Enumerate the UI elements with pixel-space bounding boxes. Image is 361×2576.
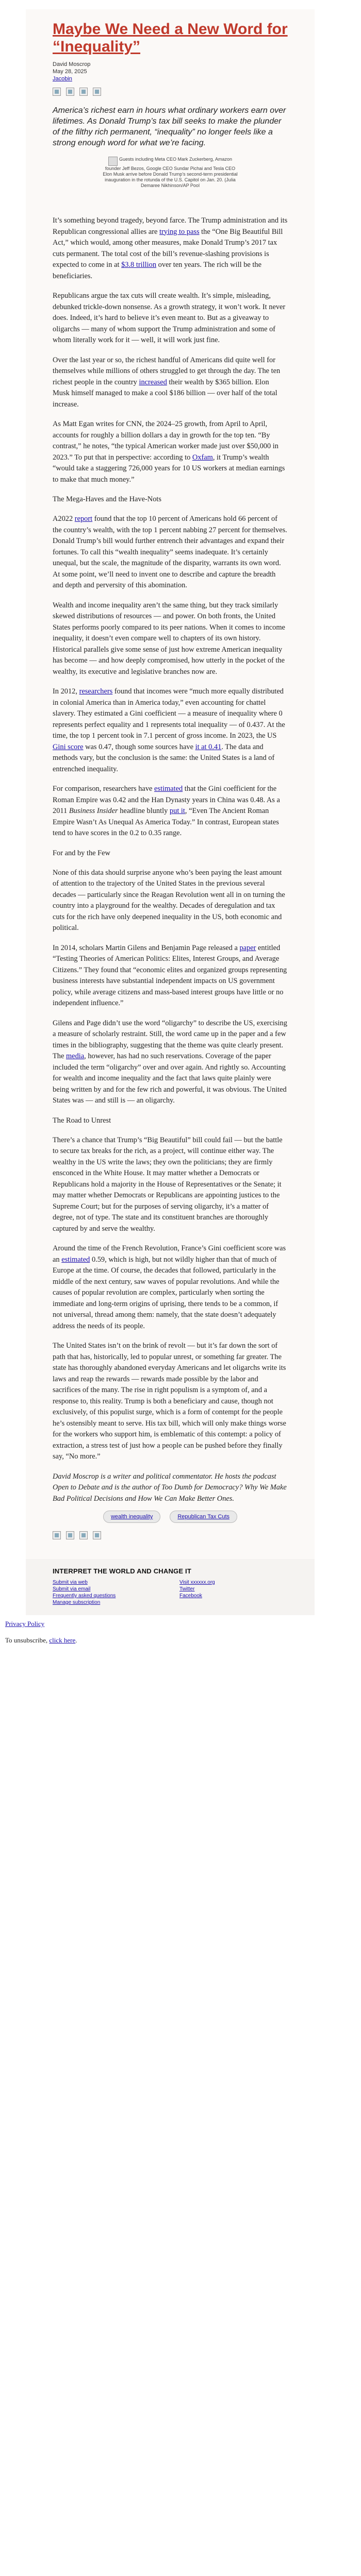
post-footer [0,1615,361,1645]
paragraph: For comparison, researchers have estimated that the Gini coefficient for the Roman Empire was 0.42 and the Han Dynasty years in China was 0.48. As a 2011 Business Insider headline bluntly put it, “Even The Ancient Roman Empire Wasn’t As Unequal As America Today.” In contrast, European states tend to have scores in the 0.2 to 0.35 range. [53,785,280,837]
facebook-link[interactable]: Facebook [179,1593,202,1599]
publication-link[interactable]: Jacobin [53,76,72,82]
section-heading: The Mega-Haves and the Have-Nots [53,495,161,503]
paragraph: In 2014, scholars Martin Gilens and Benjamin Page released a paper entitled “Testing Theories of American Politics: Elites, Interest Groups, and Average Citizens.” They found that “economic elites and organized groups representing business interests have substantial independent impacts on US government policy, while average citizens and mass-based interest groups have little or no independent influence.” [53,943,287,1007]
unsubscribe-link[interactable]: click here [49,1636,76,1644]
inline-link[interactable]: estimated [154,785,183,793]
twitter-share-icon[interactable] [66,88,74,96]
paragraph: The United States isn’t on the brink of revolt — but it’s far down the sort of path that has, historically, led to popular unrest, or something far greater. The state has thoroughly abandoned everyday Americans and let oligarchs write its laws and reap the rewards — rewards made possible by the labor and sacrifices of the many. The rise in right populism is a symptom of, and a response to, this reality. Trump is both a beneficiary and cause, though not exclusively, of this populist surge, which is a form of contempt for the people he’s ostensibly meant to serve. His tax bill, which will only make things worse for the workers who support him, is emblematic of this contempt: a policy of extraction, a stress test of just how a people can be pushed before they finally say, “No more.” [53,1342,286,1461]
share-toolbar-top [53,88,288,96]
visit-site-link[interactable]: Visit xxxxxx.org [179,1580,215,1585]
footer-columns [53,1579,288,1606]
paragraph: Around the time of the French Revolution, France’s Gini coefficient score was an estimated 0.59, which is high, but not wildly higher than that of much of Europe at the time. Of course, the decades that followed, particularly in the middle of the next century, saw waves of popular revolutions. And while the causes of popular revolution are complex, particularly when sorting the immediate and long-term origins of uprising, there tends to be a common, if not universal, thread among them: namely, that the state doesn’t adequately address the needs of its people. [53,1244,286,1330]
facebook-share-icon[interactable] [79,88,88,96]
article-figure [101,157,240,189]
article-body [53,215,288,1463]
inline-link[interactable]: $3.8 trillion [121,261,157,269]
article-title[interactable]: Maybe We Need a New Word for “Inequality” [53,21,288,55]
inline-link[interactable]: researchers [79,687,113,696]
privacy-policy-link[interactable]: Privacy Policy [5,1620,45,1628]
broken-image-icon [108,157,118,166]
inline-link[interactable]: trying to pass [159,227,200,236]
paragraph: In 2012, researchers found that incomes were “much more equally distributed in colonial America than in America today,” even accounting for chattel slavery. They estimated a Gini coefficient — a measure of inequality where 0 represents perfect equality and 1 represents total inequality — of 0.437. At the time, the top 1 percent took in 7.1 percent of gross income. In 2023, the US Gini score was 0.47, though some sources have it at 0.41. The data and methods vary, but the conclusion is the same: the United States is a land of entrenched inequality. [53,687,285,773]
paragraph: None of this data should surprise anyone who’s been paying the least amount of attention to the trajectory of the United States in the previous several decades — particularly since the Reagan Revolution went all in on turning the country into a playground for the wealthy. Decades of deregulation and tax cuts for the rich have only deepened inequality in the US, both economic and political. [53,868,285,932]
image-caption: Guests including Meta CEO Mark Zuckerberg, Amazon founder Jeff Bezos, Google CEO Sundar Pichai and Tesla CEO Elon Musk arrive before Donald Trump’s second-term presidential inauguration in the rotunda of the U.S. Capitol on Jan. 20. (Julia Demaree Nikhinson/AP Pool [103,157,238,188]
date: May 28, 2025 [53,69,87,75]
paragraph: Republicans argue the tax cuts will create wealth. It’s simple, misleading, debunked trickle-down nonsense. As a growth strategy, it won’t work. It never does. Indeed, it’s hard to believe it’s even meant to. But as a giveaway to oligarchs — many of whom support the Trump administration and some of whom literally work for it — well, it will work just fine. [53,292,286,344]
manage-subscription-link[interactable]: Manage subscription [53,1600,101,1605]
email-share-icon[interactable] [53,1531,61,1539]
paragraph: Over the last year or so, the richest handful of Americans did quite well for themselves while millions of others struggled to get through the day. The ten richest people in the country increased their wealth by $365 billion. Elon Musk himself managed to make a cool $186 billion — over half of the total increase. [53,355,281,409]
inline-link[interactable]: Oxfam [192,453,213,462]
tag-wealth-inequality[interactable]: wealth inequality [103,1511,160,1523]
footer-right-links [179,1579,288,1606]
inline-link[interactable]: it at 0.41 [195,742,222,751]
footer-title: INTERPRET THE WORLD AND CHANGE IT [53,1567,191,1575]
inline-link[interactable]: increased [139,378,167,386]
submit-email-link[interactable]: Submit via email [53,1586,91,1592]
link-share-icon[interactable] [93,1531,101,1539]
newsletter-footer [26,1559,315,1615]
unsubscribe-line: To unsubscribe, click here. [5,1636,77,1644]
author: David Moscrop [53,61,91,67]
twitter-share-icon[interactable] [66,1531,74,1539]
paragraph: As Matt Egan writes for CNN, the 2024–25 growth, from April to April, accounts for roughly a billion dollars a day in growth for the top ten. “By contrast,” he notes, “the typical American worker made just over $50,000 in 2023.” To put that in perspective: according to Oxfam, it Trump’s wealth “would take a staggering 726,000 years for 10 US workers at median earnings to make that much money.” [53,420,285,484]
email-share-icon[interactable] [53,88,61,96]
share-toolbar-bottom [53,1531,288,1539]
inline-link[interactable]: paper [239,943,256,952]
inline-link[interactable]: put it [169,807,185,815]
article-meta [53,61,288,82]
twitter-link[interactable]: Twitter [179,1586,195,1592]
article-card [26,9,315,1559]
paragraph: Wealth and income inequality aren’t the same thing, but they track similarly skewed distributions of resources — and power. On both fronts, the United States performs poorly compared to its peer nations. When it comes to income inequality, it doesn’t even compare well to chapters of its own history. Historical parallels give some sense of just how extreme American inequality has become — and how deeply compromised, how utterly in the pocket of the wealthy, its executive and legislative branches now are. [53,601,285,676]
submit-web-link[interactable]: Submit via web [53,1580,88,1585]
paragraph: There’s a chance that Trump’s “Big Beautiful” bill could fail — but the battle to secure tax breaks for the rich, as a project, will continue either way. The wealthy in the US write the laws; they own the politicians; they are firmly ensconced in the White House. It may matter whether a Democrats or Republicans hold a majority in the House of Representatives or the Senate; it may matter whether Democrats or Republicans are appointing justices to the Supreme Court; but for the purposes of serving oligarchy, it’s a matter of degree, not of type. The state and its constituent branches are thoroughly captured by and serve the wealthy. [53,1136,283,1233]
section-heading: The Road to Unrest [53,1116,111,1125]
footer-left-links [53,1579,116,1606]
author-bio [53,1471,288,1505]
paragraph: Gilens and Page didn’t use the word “oligarchy” to describe the US, exercising a measure of scholarly restraint. Still, the word came up in the paper and a few times in the bibliography, suggesting that the theme was quite clearly present. The media, however, has had no such reservations. Coverage of the paper included the term “oligarchy” over and over again. And rightly so. Accounting for wealth and income inequality and the fact that laws quite plainly were being written by and for the few rich and powerful, it was obvious. The United States was — and still is — an oligarchy. [53,1019,287,1105]
inline-link[interactable]: report [74,515,93,523]
article-dek: America’s richest earn in hours what ordinary workers earn over lifetimes. As Donald Trump’s tax bill seeks to make the plunder of the filthy rich permanent, “inequality” no longer feels like a strong enough word for what we’re facing. [53,106,286,147]
inline-link[interactable]: Gini score [53,742,84,751]
link-share-icon[interactable] [93,88,101,96]
tag-list [53,1511,288,1523]
paragraph: It’s something beyond tragedy, beyond farce. The Trump administration and its Republican congressional allies are trying to pass the “One Big Beautiful Bill Act,” which would, among other measures, make Donald Trump’s 2017 tax cuts permanent. The total cost of the bill’s revenue-slashing provisions is expected to come in at $3.8 trillion over ten years. The rich will be the beneficiaries. [53,216,288,280]
inline-link[interactable]: media [65,1052,85,1060]
inline-link[interactable]: estimated [61,1255,90,1264]
bio-text: David Moscrop is a writer and political commentator. He hosts the podcast Open to Debate and is the author of Too Dumb for Democracy? Why We Make Bad Political Decisions and How We Can Make Better Ones. [53,1472,287,1503]
section-heading: For and by the Few [53,849,110,857]
paragraph: A2022 report found that the top 10 percent of Americans hold 66 percent of the country’s wealth, with the top 1 percent nabbing 27 percent for themselves. Donald Trump’s bill would further entrench their advantages and expand their fortunes. To call this “wealth inequality” seems inadequate. It’s certainly unequal, but the scale, the magnitude of the disparity, warrants its own word. At some point, we’ll need to invent one to describe and capture the breadth and depth and perversity of this abomination. [53,515,287,589]
tag-republican-tax-cuts[interactable]: Republican Tax Cuts [170,1511,237,1523]
facebook-share-icon[interactable] [79,1531,88,1539]
faq-link[interactable]: Frequently asked questions [53,1593,116,1599]
